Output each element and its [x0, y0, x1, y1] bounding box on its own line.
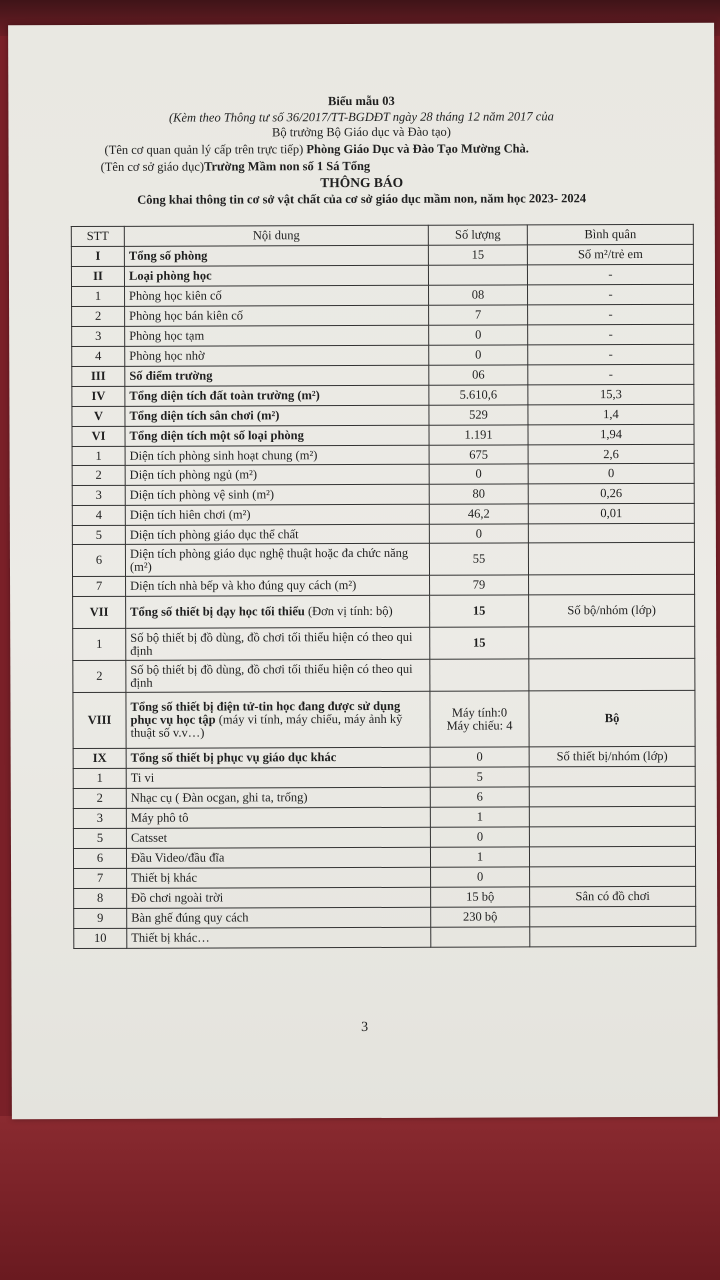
table-row: [73, 594, 695, 628]
cell-qty: 1: [430, 847, 529, 867]
table-row: [72, 284, 694, 306]
cell-stt: 2: [73, 660, 126, 692]
cell-stt: IX: [73, 748, 126, 768]
cell-content: Tổng số thiết bị dạy học tối thiểu (Đơn vị tính: bộ): [126, 595, 430, 628]
cell-qty: 80: [429, 484, 528, 504]
cell-avg: -: [528, 344, 694, 365]
cell-content: Đầu Video/đầu đĩa: [126, 847, 430, 868]
cell-avg: [529, 574, 695, 595]
cell-avg: [529, 826, 695, 847]
table-row: [72, 344, 694, 366]
cell-content: Tổng số phòng: [124, 245, 428, 266]
table-row: [73, 786, 695, 808]
cell-stt: 7: [74, 868, 127, 888]
cell-avg: 1,4: [528, 404, 694, 425]
table-row: [73, 658, 695, 692]
table-row: [72, 444, 694, 465]
note-line-1: (Kèm theo Thông tư số 36/2017/TT-BGDĐT ngày 28 tháng 12 năm 2017 của: [168, 109, 554, 125]
cell-content: Bàn ghế đúng quy cách: [127, 907, 431, 928]
cell-stt: 10: [74, 928, 127, 948]
cell-qty: 5: [430, 767, 529, 787]
cell-qty: 7: [429, 305, 528, 325]
cell-qty: 0: [429, 464, 528, 484]
col-header-content: Nội dung: [124, 225, 428, 246]
table-row: [72, 424, 694, 446]
cell-stt: III: [72, 366, 125, 386]
cell-qty: 0: [430, 827, 529, 847]
cell-avg: [529, 786, 695, 807]
cell-stt: 5: [72, 525, 125, 544]
cell-avg: Số m²/trẻ em: [527, 244, 693, 265]
cell-avg: [530, 906, 696, 927]
cell-qty: 529: [429, 405, 528, 425]
cell-avg: -: [528, 284, 694, 305]
table-row: [72, 542, 694, 576]
cell-stt: II: [71, 266, 124, 286]
cell-qty: 0: [429, 524, 528, 543]
cell-stt: 1: [73, 768, 126, 788]
cell-qty: Máy tính:0 Máy chiếu: 4: [430, 691, 529, 747]
cell-qty: 0: [431, 867, 530, 887]
table-row: [72, 364, 694, 386]
cell-avg: 15,3: [528, 384, 694, 405]
cell-content: Loại phòng học: [124, 265, 428, 286]
cell-qty: 46,2: [429, 504, 528, 524]
cell-content: Phòng học kiên cố: [125, 285, 429, 306]
cell-content: Phòng học nhờ: [125, 345, 429, 366]
form-title: Biểu mẫu 03: [327, 93, 395, 109]
table-row: [71, 264, 693, 286]
cell-stt: 6: [72, 544, 125, 576]
cell-stt: 1: [72, 286, 125, 306]
cell-avg: Số thiết bị/nhóm (lớp): [529, 746, 695, 767]
cell-content: Số bộ thiết bị đồ dùng, đồ chơi tối thiểu hiện có theo qui định: [126, 627, 430, 660]
cell-qty: 0: [429, 325, 528, 345]
table-row: [73, 846, 695, 868]
cell-content: Thiết bị khác…: [127, 927, 431, 948]
cell-content-note: (Đơn vị tính: bộ): [307, 603, 393, 619]
table-row: [71, 244, 693, 266]
cell-content: Đồ chơi ngoài trời: [127, 887, 431, 908]
cell-avg: [529, 658, 695, 691]
table-row: [72, 304, 694, 326]
table-row: [72, 404, 694, 426]
cell-stt: IV: [72, 386, 125, 406]
cell-content: Diện tích hiên chơi (m²): [125, 504, 429, 525]
cell-content: Tổng số thiết bị phục vụ giáo dục khác: [126, 747, 430, 768]
notice-title: THÔNG BÁO: [320, 174, 404, 191]
table-row: [74, 866, 696, 888]
page-number: 3: [361, 1019, 369, 1036]
notice-subtitle: Công khai thông tin cơ sở vật chất của cơ sở giáo dục mầm non, năm học 2023- 2024: [137, 191, 587, 207]
cell-stt: 8: [74, 888, 127, 908]
cell-qty: 15: [430, 595, 529, 627]
cell-qty: 08: [429, 285, 528, 305]
table-row: [73, 766, 695, 788]
cell-avg: -: [528, 324, 694, 345]
cell-content: Tổng số thiết bị điện tử-tin học đang được sử dụng phục vụ học tập (máy vi tính, máy chiếu, máy ảnh kỹ thuật số v.v…): [126, 691, 430, 748]
table-row: [73, 690, 695, 748]
cell-avg: 0,26: [528, 483, 694, 504]
cell-avg: 1,94: [528, 424, 694, 445]
cell-qty: [430, 659, 529, 691]
cell-avg: 0,01: [528, 503, 694, 524]
cell-content-note: (máy vi tính, máy chiếu, máy ảnh kỹ thuật số v.v…): [130, 711, 403, 740]
cell-qty: 15 bộ: [431, 887, 530, 907]
cell-qty: 15: [430, 627, 529, 659]
cell-qty: 675: [429, 445, 528, 464]
cell-content: Diện tích phòng giáo dục nghệ thuật hoặc đa chức năng (m²): [125, 543, 429, 576]
note-line-2: Bộ trưởng Bộ Giáo dục và Đào tạo): [271, 124, 451, 140]
cell-content: Nhạc cụ ( Đàn ocgan, ghi ta, trống): [126, 787, 430, 808]
cell-qty: 55: [429, 543, 528, 575]
cell-qty: [428, 265, 527, 285]
cell-avg: [528, 542, 694, 575]
cell-qty: 5.610,6: [429, 385, 528, 405]
document-page: [8, 23, 718, 1119]
cell-avg: Bộ: [529, 690, 695, 747]
cell-content: Diện tích nhà bếp và kho đúng quy cách (m²): [126, 575, 430, 596]
cell-avg: -: [528, 304, 694, 325]
cell-avg: 0: [528, 463, 694, 484]
table-row: [72, 384, 694, 406]
cell-content: Phòng học tạm: [125, 325, 429, 346]
cell-content: Tổng diện tích một số loại phòng: [125, 425, 429, 446]
cell-stt: 3: [72, 326, 125, 346]
cell-stt: V: [72, 406, 125, 426]
cell-stt: VI: [72, 426, 125, 446]
cell-stt: VIII: [73, 692, 126, 748]
table-row: [74, 926, 696, 948]
agency-label: (Tên cơ quan quản lý cấp trên trực tiếp): [104, 142, 304, 157]
cell-content: Diện tích phòng giáo dục thể chất: [125, 524, 429, 544]
table-row: [72, 463, 694, 485]
school-line: [101, 159, 371, 174]
table-row: [72, 503, 694, 525]
cell-stt: 4: [72, 346, 125, 366]
cell-qty: 15: [428, 245, 527, 265]
cell-qty: [431, 927, 530, 947]
cell-stt: 9: [74, 908, 127, 928]
cell-qty: 6: [430, 787, 529, 807]
table-row: [73, 806, 695, 828]
cell-qty: 230 bộ: [431, 907, 530, 927]
cell-avg: Sân có đồ chơi: [530, 886, 696, 907]
cell-stt: 1: [72, 446, 125, 465]
cell-stt: VII: [73, 596, 126, 628]
cell-avg: [528, 523, 694, 543]
cell-avg: [529, 806, 695, 827]
cell-stt: 6: [73, 848, 126, 868]
cell-content: Ti vi: [126, 767, 430, 788]
cell-avg: [529, 766, 695, 787]
cell-stt: 1: [73, 628, 126, 660]
cell-avg: Số bộ/nhóm (lớp): [529, 594, 695, 627]
cell-content: Số bộ thiết bị đồ dùng, đồ chơi tối thiểu hiện có theo qui định: [126, 659, 430, 692]
cell-content: Thiết bị khác: [127, 867, 431, 888]
cell-stt: 2: [73, 788, 126, 808]
col-header-qty: Số lượng: [428, 225, 527, 245]
cell-content: Phòng học bán kiên cố: [125, 305, 429, 326]
cell-stt: 3: [73, 808, 126, 828]
school-label: (Tên cơ sở giáo dục): [100, 159, 205, 174]
cell-qty: 1: [430, 807, 529, 827]
cell-avg: [529, 626, 695, 659]
cell-content: Máy phô tô: [126, 807, 430, 828]
cell-avg: [530, 926, 696, 947]
table-row: [74, 906, 696, 928]
agency-line: [105, 141, 529, 156]
cell-avg: 2,6: [528, 444, 694, 464]
table-header-row: [71, 224, 693, 246]
cell-content: Diện tích phòng ngủ (m²): [125, 464, 429, 485]
agency-value: Phòng Giáo Dục và Đào Tạo Mường Chà.: [306, 141, 529, 157]
cell-qty: 1.191: [429, 425, 528, 445]
cell-avg: [530, 866, 696, 887]
cell-stt: 4: [72, 505, 125, 525]
cell-stt: I: [71, 246, 124, 266]
cell-stt: 3: [72, 485, 125, 505]
table-row: [73, 746, 695, 768]
cell-content: Số điểm trường: [125, 365, 429, 386]
school-value: Trường Mầm non số 1 Sá Tổng: [204, 158, 371, 174]
backdrop-bottom: [0, 1116, 720, 1280]
cell-avg: -: [527, 264, 693, 285]
facility-table: [71, 224, 697, 949]
cell-content: Diện tích phòng sinh hoạt chung (m²): [125, 445, 429, 465]
cell-stt: 2: [72, 465, 125, 485]
table-row: [73, 626, 695, 660]
table-row: [73, 574, 695, 596]
col-header-stt: STT: [71, 226, 124, 246]
table-row: [72, 523, 694, 544]
cell-stt: 7: [73, 576, 126, 596]
cell-stt: 2: [72, 306, 125, 326]
cell-content: Tổng diện tích sân chơi (m²): [125, 405, 429, 426]
cell-qty: 0: [429, 345, 528, 365]
table-row: [72, 324, 694, 346]
table-row: [74, 886, 696, 908]
col-header-avg: Bình quân: [527, 224, 693, 245]
cell-avg: [529, 846, 695, 867]
table-row: [73, 826, 695, 848]
cell-stt: 5: [73, 828, 126, 848]
cell-qty: 06: [429, 365, 528, 385]
cell-content: Diện tích phòng vệ sinh (m²): [125, 484, 429, 505]
cell-content: Tổng diện tích đất toàn trường (m²): [125, 385, 429, 406]
cell-content: Catsset: [126, 827, 430, 848]
cell-avg: -: [528, 364, 694, 385]
cell-qty: 79: [430, 575, 529, 595]
cell-qty: 0: [430, 747, 529, 767]
table-row: [72, 483, 694, 505]
